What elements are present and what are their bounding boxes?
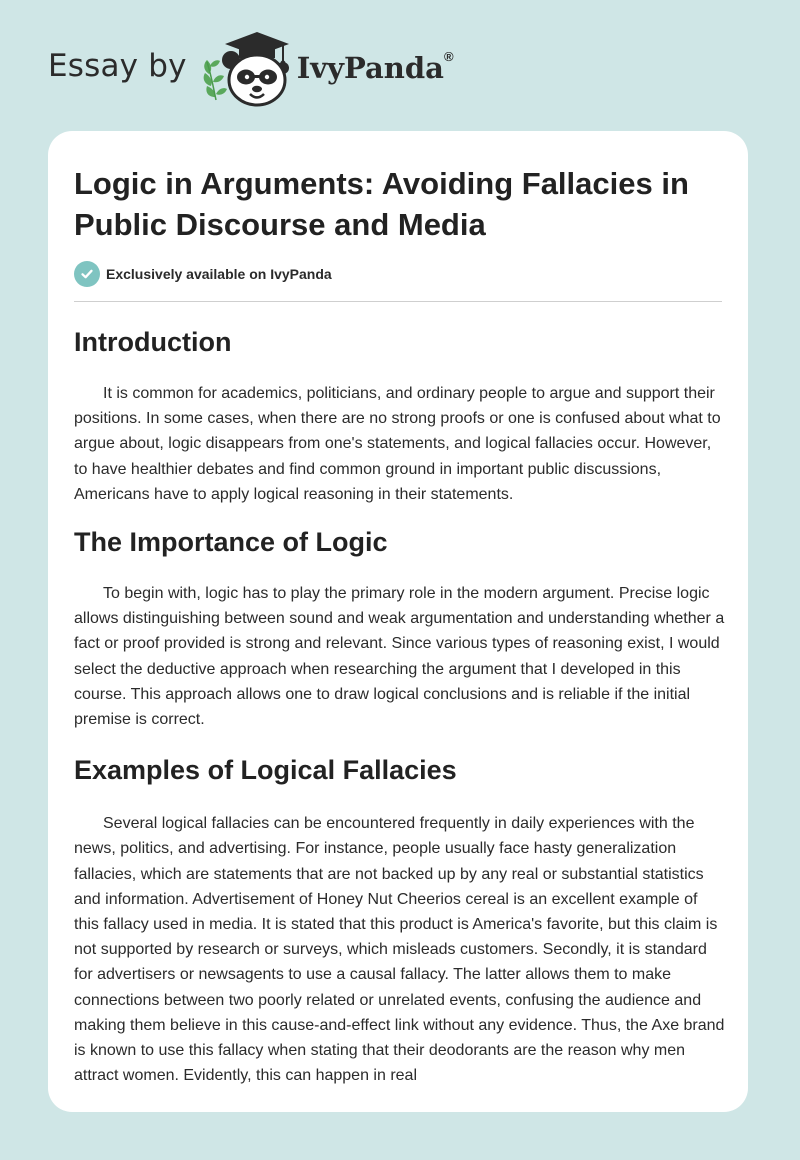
panda-graduation-cap-icon[interactable] xyxy=(201,30,293,110)
section-heading-examples-of-fallacies: Examples of Logical Fallacies xyxy=(74,755,457,786)
section-paragraph-examples-of-fallacies: Several logical fallacies can be encountered frequently in daily experiences with the news, politics, and advertising. For instance, people usually face hasty generalization fallacies, which are statements that are not backed up by any real or substantial statistics and information. Advertisement of Honey Nut Cheerios cereal is an excellent example of this fallacy used in media. It is stated that this product is America's favorite, but this claim is not supported by research or surveys, which misleads customers. Secondly, it is standard for advertisers or newsagents to use a causal fallacy. The latter allows them to make connections between two poorly related or unrelated events, confusing the audience and making them believe in this cause-and-effect link without any evidence. Thus, the Axe brand is known to use this fallacy when stating that their deodorants are the reason why men attract women. Evidently, this can happen in real xyxy=(74,815,725,1085)
section-heading-importance-of-logic: The Importance of Logic xyxy=(74,527,388,558)
exclusive-label: Exclusively available on IvyPanda xyxy=(106,266,332,282)
exclusive-notice xyxy=(74,260,726,288)
title-divider xyxy=(74,301,722,302)
essay-content xyxy=(74,131,726,1088)
essay-by-label: Essay by xyxy=(48,48,187,84)
check-circle-icon xyxy=(74,261,100,287)
section-paragraph-importance-of-logic: To begin with, logic has to play the primary role in the modern argument. Precise logic allows distinguishing between sound and weak argumentation and understanding whether a fact or proof provided is strong and relevant. Since various types of reasoning exist, I would select the deductive approach when researching the argument that I developed in this course. This approach allows one to draw logical conclusions and is reliable if the initial premise is correct. xyxy=(74,585,725,729)
registered-mark: ® xyxy=(443,48,454,64)
site-header xyxy=(48,30,454,110)
section-heading-introduction: Introduction xyxy=(74,327,232,357)
brand-name[interactable]: IvyPanda xyxy=(296,51,444,85)
section-paragraph-introduction: It is common for academics, politicians, and ordinary people to argue and support their positions. In some cases, when there are no strong proofs or one is confused about what to argue about, logic disappears from one's statements, and logical fallacies occur. However, to have healthier debates and find common ground in important public discussions, Americans have to apply logical reasoning in their statements. xyxy=(74,385,721,503)
essay-card xyxy=(48,131,748,1112)
essay-title: Logic in Arguments: Avoiding Fallacies in Public Discourse and Media xyxy=(74,166,689,242)
